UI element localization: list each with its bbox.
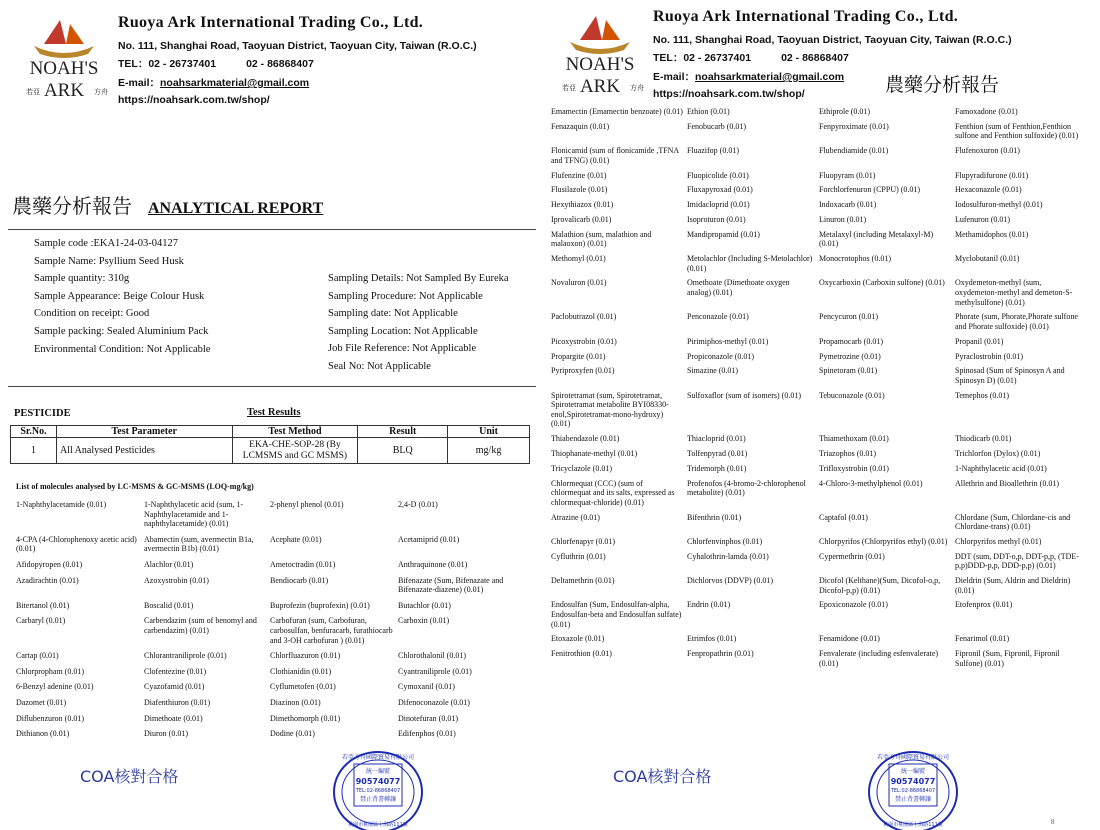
- svg-text:統一編號: 統一編號: [365, 768, 391, 775]
- molecule-item: Tridemorph (0.01): [687, 463, 747, 473]
- molecule-item: Flufenoxuron (0.01): [955, 146, 1020, 156]
- molecule-item: Chlorfenvinphos (0.01): [687, 536, 763, 546]
- molecule-row: [16, 500, 534, 529]
- molecule-item: Fipronil (Sum, Fipronil, Fipronil Sulfone) (0.01): [955, 649, 1060, 668]
- company-seal-stamp: [332, 746, 424, 830]
- molecule-item: 1-Naphthylacetamide (0.01): [16, 500, 107, 509]
- molecule-item: Pirimiphos-methyl (0.01): [687, 336, 769, 346]
- molecule-item: Spinosad (Sum of Spinosyn A and Spinosyn D) (0.01): [955, 366, 1065, 385]
- molecule-item: Diazinon (0.01): [270, 697, 321, 707]
- molecule-item: Fenobucarb (0.01): [687, 121, 747, 131]
- cell-result: BLQ: [358, 438, 448, 464]
- molecule-item: Pymetrozine (0.01): [819, 351, 881, 361]
- svg-text:ARK: ARK: [43, 80, 85, 101]
- molecule-item: Clofentezine (0.01): [144, 666, 207, 676]
- company-address: No. 111, Shanghai Road, Taoyuan District, Taoyuan City, Taiwan (R.O.C.): [653, 34, 1012, 46]
- sample-code: Sample code :EKA1-24-03-04127: [34, 238, 179, 249]
- molecule-item: Metalaxyl (including Metalaxyl-M) (0.01): [819, 229, 934, 249]
- molecule-row: [16, 682, 534, 692]
- divider-top: [8, 229, 536, 230]
- molecule-item: Captafol (0.01): [819, 512, 868, 522]
- molecule-item: Propanil (0.01): [955, 336, 1004, 346]
- molecule-item: Phorate (sum, Phorate,Phorate sulfone and Phorate sulfoxide) (0.01): [955, 312, 1078, 331]
- molecule-item: Propamocarb (0.01): [819, 336, 883, 346]
- sample-details-left: [34, 238, 210, 361]
- svg-text:統一編號: 統一編號: [900, 768, 926, 775]
- molecule-item: Simazine (0.01): [687, 366, 739, 376]
- molecule-item: Fenamidone (0.01): [819, 634, 880, 644]
- email-link[interactable]: noahsarkmaterial@gmail.com: [160, 77, 310, 89]
- molecule-item: Carbendazim (sum of benomyl and carbendazim) (0.01): [144, 616, 257, 635]
- molecule-item: Dinotefuran (0.01): [398, 713, 458, 723]
- molecule-row: [551, 537, 1091, 547]
- molecule-item: Chlorpyrifos (Chlorpyrifos ethyl) (0.01): [819, 536, 948, 546]
- molecule-item: Chlorfluazuron (0.01): [270, 651, 341, 661]
- svg-text:若亞方舟國際貿易有限公司: 若亞方舟國際貿易有限公司: [341, 754, 415, 761]
- company-header: [118, 14, 538, 106]
- molecule-item: Cyazofamid (0.01): [144, 682, 205, 692]
- molecule-item: 1-Naphthylacetic acid (sum, 1-Naphthylacetamide and 1-naphthylacetamide) (0.01): [144, 500, 244, 529]
- report-title-cn: 農藥分析報告: [885, 74, 1000, 96]
- molecule-item: Chlorantraniliprole (0.01): [144, 651, 227, 661]
- molecule-item: Cyhalothrin-lamda (0.01): [687, 551, 769, 561]
- molecule-item: Thiophanate-methyl (0.01): [551, 449, 638, 459]
- molecule-item: Atrazine (0.01): [551, 512, 600, 522]
- molecule-item: Profenofos (4-bromo-2-chlorophenol metabolite) (0.01): [687, 478, 806, 498]
- molecule-row: [551, 352, 1091, 362]
- molecule-row: [551, 464, 1091, 474]
- company-address: No. 111, Shanghai Road, Taoyuan District, Taoyuan City, Taiwan (R.O.C.): [118, 40, 477, 52]
- molecule-item: Fenvalerate (including esfenvalerate) (0.01): [819, 649, 939, 668]
- page-number: 8: [1051, 818, 1055, 826]
- molecule-item: Fenpyroximate (0.01): [819, 121, 889, 131]
- sample-details-right: [328, 273, 509, 379]
- sampling-details: Sampling Details: Not Sampled By Eureka: [328, 273, 509, 284]
- header-sr-no: Sr.No.: [11, 426, 57, 438]
- molecule-grid-page2: [551, 107, 1091, 674]
- molecule-item: 4-Chloro-3-methylphenol (0.01): [819, 478, 923, 488]
- molecule-row: [551, 185, 1091, 195]
- molecule-item: Pyriproxyfen (0.01): [551, 366, 615, 376]
- molecule-row: [551, 449, 1091, 459]
- molecule-item: Thiacloprid (0.01): [687, 434, 746, 444]
- molecule-item: Fluazifop (0.01): [687, 146, 739, 156]
- molecule-item: Oxydemeton-methyl (sum, oxydemeton-methyl and demeton-S-methylsulfone) (0.01): [955, 278, 1073, 307]
- molecule-item: Azadirachtin (0.01): [16, 575, 79, 585]
- molecule-item: Anthraquinone (0.01): [398, 559, 468, 569]
- molecule-item: Clothianidin (0.01): [270, 666, 332, 676]
- molecule-item: Dazomet (0.01): [16, 697, 67, 707]
- svg-text:若亞: 若亞: [562, 84, 576, 92]
- molecule-item: Endrin (0.01): [687, 600, 731, 610]
- molecule-item: Iodosulfuron-methyl (0.01): [955, 200, 1043, 210]
- cell-param: All Analysed Pesticides: [56, 438, 232, 464]
- sampling-procedure: Sampling Procedure: Not Applicable: [328, 290, 483, 302]
- molecule-item: DDT (sum, DDT-o,p, DDT-p,p, (TDE-p,p)DDD-p,p, DDD-p,p) (0.01): [955, 551, 1079, 571]
- molecule-item: Imidacloprid (0.01): [687, 200, 750, 210]
- company-name: Ruoya Ark International Trading Co., Ltd.: [653, 8, 959, 25]
- logo-text: NOAH'S: [29, 58, 99, 79]
- svg-text:方舟: 方舟: [94, 88, 108, 96]
- molecule-grid-page1: [16, 500, 534, 745]
- cell-method: EKA-CHE-SOP-28 (By LCMSMS and GC MSMS): [232, 438, 358, 464]
- molecule-item: 2-phenyl phenol (0.01): [270, 500, 344, 509]
- molecule-item: Omethoate (Dimethoate oxygen analog) (0.01): [687, 278, 790, 297]
- molecule-item: Thiabendazole (0.01): [551, 434, 620, 444]
- svg-text:若亞: 若亞: [26, 88, 40, 96]
- sample-quantity: Sample quantity: 310g: [34, 273, 130, 285]
- company-phone: TEL：02 - 26737401 02 - 86868407: [653, 52, 849, 64]
- svg-text:桃園市桃園區上海路111號: 桃園市桃園區上海路111號: [348, 822, 408, 828]
- molecule-item: Chlormequat (CCC) (sum of chlormequat and its salts, expressed as chlormequat-chloride) (0.01): [551, 478, 675, 507]
- molecule-item: Trifloxystrobin (0.01): [819, 463, 889, 473]
- molecule-item: Flupyradifurone (0.01): [955, 170, 1029, 180]
- molecule-item: Methamidophos (0.01): [955, 229, 1029, 239]
- molecule-row: [16, 535, 534, 554]
- sample-packing: Sample packing: Sealed Aluminium Pack: [34, 325, 209, 337]
- molecule-row: [551, 215, 1091, 225]
- molecule-item: Azoxystrobin (0.01): [144, 575, 209, 585]
- svg-text:TEL:02-86868407: TEL:02-86868407: [355, 788, 401, 794]
- molecule-item: Iprovalicarb (0.01): [551, 214, 612, 224]
- coa-verified-label: COA核對合格: [80, 767, 179, 786]
- molecule-item: Dimethomorph (0.01): [270, 713, 341, 723]
- molecule-item: Carbofuran (sum, Carbofuran, carbosulfan, benfuracarb, furathiocarb and 3-OH carbofuran ) (0.01): [270, 616, 393, 645]
- molecule-item: Dicofol (Kelthane)(Sum, Dicofol-o,p, Dicofol-p,p) (0.01): [819, 576, 941, 595]
- molecule-item: 4-CPA (4-Chlorophenoxy acetic acid) (0.01): [16, 534, 137, 554]
- molecule-item: Diflubenzuron (0.01): [16, 713, 84, 723]
- molecule-item: Bifenthrin (0.01): [687, 512, 742, 522]
- molecule-item: Emamectin (Emamectin benzoate) (0.01): [551, 107, 683, 116]
- molecule-item: Bendiocarb (0.01): [270, 575, 329, 585]
- molecule-item: Dodine (0.01): [270, 729, 315, 739]
- molecule-item: Forchlorfenuron (CPPU) (0.01): [819, 185, 921, 195]
- molecule-item: Triazophos (0.01): [819, 449, 877, 459]
- molecule-item: Myclobutanil (0.01): [955, 254, 1020, 264]
- molecule-item: Ametoctradin (0.01): [270, 559, 336, 569]
- molecule-item: Fenazaquin (0.01): [551, 121, 610, 131]
- molecule-item: Diuron (0.01): [144, 729, 188, 739]
- sampling-location: Sampling Location: Not Applicable: [328, 325, 478, 337]
- company-seal-stamp: [867, 746, 959, 830]
- molecule-item: Oxycarboxin (Carboxin sulfone) (0.01): [819, 278, 945, 288]
- noahs-ark-logo: [550, 6, 650, 101]
- molecule-item: Methomyl (0.01): [551, 254, 606, 264]
- cell-sr: 1: [11, 438, 57, 464]
- molecule-row: [16, 698, 534, 708]
- noahs-ark-logo: [14, 10, 114, 105]
- test-results-heading: Test Results: [247, 407, 301, 418]
- molecule-item: Monocrotophos (0.01): [819, 254, 891, 264]
- report-page-1: [0, 0, 540, 830]
- molecule-item: Linuron (0.01): [819, 214, 867, 224]
- molecule-item: Novaluron (0.01): [551, 278, 607, 288]
- company-website[interactable]: https://noahsark.com.tw/shop/: [118, 94, 270, 106]
- molecule-item: Mandipropamid (0.01): [687, 229, 760, 239]
- molecule-item: Malathion (sum, malathion and malaoxon) (0.01): [551, 229, 652, 249]
- molecule-row: [551, 634, 1091, 644]
- svg-text:90574077: 90574077: [890, 777, 936, 786]
- divider-middle: [8, 386, 536, 387]
- molecule-item: Flusilazole (0.01): [551, 185, 608, 195]
- molecule-list-heading: List of molecules analysed by LC-MSMS & GC-MSMS (LOQ-mg/kg): [16, 482, 254, 491]
- sampling-date: Sampling date: Not Applicable: [328, 308, 458, 320]
- molecule-item: Difenoconazole (0.01): [398, 697, 470, 707]
- molecule-row: [551, 479, 1091, 508]
- company-website[interactable]: https://noahsark.com.tw/shop/: [653, 88, 805, 100]
- molecule-item: Chlorfenapyr (0.01): [551, 536, 615, 546]
- svg-text:90574077: 90574077: [355, 777, 401, 786]
- report-title-cn: 農藥分析報告: [12, 194, 132, 218]
- svg-text:NOAH'S: NOAH'S: [565, 54, 635, 75]
- svg-text:禁止背書轉讓: 禁止背書轉讓: [894, 796, 932, 803]
- molecule-item: Propiconazole (0.01): [687, 351, 755, 361]
- molecule-item: Endosulfan (Sum, Endosulfan-alpha, Endosulfan-beta and Endosulfan sulfate) (0.01): [551, 600, 682, 629]
- molecule-item: Carboxin (0.01): [398, 616, 450, 626]
- molecule-item: Chlordane (Sum, Chlordane-cis and Chlordane-trans) (0.01): [955, 512, 1071, 532]
- molecule-row: [551, 107, 1091, 117]
- sample-name: Sample Name: Psyllium Seed Husk: [34, 255, 184, 267]
- molecule-item: Fenarimol (0.01): [955, 634, 1010, 644]
- molecule-item: Spinetoram (0.01): [819, 366, 878, 376]
- molecule-item: Bifenazate (Sum, Bifenazate and Bifenazate-diazene) (0.01): [398, 575, 504, 595]
- molecule-item: Etoxazole (0.01): [551, 634, 605, 644]
- molecule-item: Cyflumetofen (0.01): [270, 682, 336, 692]
- molecule-item: Ethion (0.01): [687, 107, 730, 116]
- header-result: Result: [358, 426, 448, 438]
- molecule-item: Cymoxanil (0.01): [398, 682, 455, 692]
- molecule-item: Pencycuron (0.01): [819, 312, 879, 322]
- molecule-item: Carbaryl (0.01): [16, 616, 66, 626]
- molecule-item: Tricyclazole (0.01): [551, 463, 613, 473]
- molecule-item: Cyfluthrin (0.01): [551, 551, 606, 561]
- molecule-item: Acetamiprid (0.01): [398, 534, 460, 544]
- molecule-item: Ethiprole (0.01): [819, 107, 871, 116]
- molecule-row: [16, 667, 534, 677]
- company-email: E-mail：noahsarkmaterial@gmail.com: [653, 71, 845, 83]
- molecule-item: Hexaconazole (0.01): [955, 185, 1022, 195]
- molecule-item: Diafenthiuron (0.01): [144, 697, 211, 707]
- company-name: Ruoya Ark International Trading Co., Ltd.: [118, 14, 424, 31]
- molecule-item: Penconazole (0.01): [687, 312, 749, 322]
- results-table: [10, 425, 530, 464]
- molecule-row: [551, 600, 1091, 629]
- molecule-item: Chlorpyrifos methyl (0.01): [955, 536, 1042, 546]
- molecule-item: Fenthion (sum of Fenthion,Fenthion sulfone and Fenthion sulfoxide) (0.01): [955, 121, 1079, 141]
- molecule-item: Etofenprox (0.01): [955, 600, 1013, 610]
- molecule-row: [16, 601, 534, 611]
- molecule-item: Epoxiconazole (0.01): [819, 600, 888, 610]
- molecule-item: Boscalid (0.01): [144, 600, 194, 610]
- cell-unit: mg/kg: [448, 438, 530, 464]
- svg-text:方舟: 方舟: [630, 84, 644, 92]
- molecule-item: Etrimfos (0.01): [687, 634, 737, 644]
- molecule-item: Dimethoate (0.01): [144, 713, 203, 723]
- molecule-row: [16, 729, 534, 739]
- molecule-item: 6-Benzyl adenine (0.01): [16, 682, 94, 692]
- header-test-method: Test Method: [232, 426, 358, 438]
- molecule-item: Tebuconazole (0.01): [819, 390, 885, 400]
- molecule-item: Afidopyropen (0.01): [16, 559, 83, 569]
- header-test-parameter: Test Parameter: [56, 426, 232, 438]
- svg-text:桃園市桃園區上海路111號: 桃園市桃園區上海路111號: [883, 822, 943, 828]
- molecule-item: Sulfoxaflor (sum of isomers) (0.01): [687, 390, 801, 400]
- svg-text:若亞方舟國際貿易有限公司: 若亞方舟國際貿易有限公司: [876, 754, 950, 761]
- molecule-row: [551, 576, 1091, 595]
- molecule-item: Buprofezin (buprofexin) (0.01): [270, 600, 370, 610]
- molecule-item: Deltamethrin (0.01): [551, 576, 615, 586]
- header-unit: Unit: [448, 426, 530, 438]
- molecule-item: 1-Naphthylacetic acid (0.01): [955, 463, 1047, 473]
- condition-on-receipt: Condition on receipt: Good: [34, 308, 150, 320]
- molecule-item: Edifenphos (0.01): [398, 729, 456, 739]
- molecule-item: Metolachlor (Including S-Metolachlor) (0.01): [687, 254, 813, 273]
- svg-text:ARK: ARK: [579, 76, 621, 97]
- molecule-row: [551, 278, 1091, 307]
- molecule-item: Cyantraniliprole (0.01): [398, 666, 472, 676]
- molecule-item: Cypermethrin (0.01): [819, 551, 885, 561]
- molecule-item: Tolfenpyrad (0.01): [687, 449, 748, 459]
- molecule-row: [551, 513, 1091, 532]
- molecule-item: Fluxapyroxad (0.01): [687, 185, 753, 195]
- molecule-item: Hexythiazox (0.01): [551, 200, 614, 210]
- molecule-row: [16, 714, 534, 724]
- svg-text:禁止背書轉讓: 禁止背書轉讓: [359, 796, 397, 803]
- molecule-item: Flufenzine (0.01): [551, 170, 607, 180]
- results-table-header: [11, 426, 530, 438]
- molecule-item: Butachlor (0.01): [398, 600, 451, 610]
- molecule-item: Abamectin (sum, avermectin B1a, avermectin B1b) (0.01): [144, 534, 254, 554]
- molecule-row: [551, 171, 1091, 181]
- molecule-item: Spirotetramat (sum, Spirotetramat, Spirotetramat metabolite BYI08330-enol,Spirotetramat-mono-hydroxy) (0.01): [551, 390, 669, 429]
- seal-no: Seal No: Not Applicable: [328, 360, 431, 372]
- molecule-item: Thiodicarb (0.01): [955, 434, 1012, 444]
- molecule-row: [551, 200, 1091, 210]
- molecule-row: [551, 337, 1091, 347]
- molecule-item: Temephos (0.01): [955, 390, 1010, 400]
- sample-appearance: Sample Appearance: Beige Colour Husk: [34, 290, 205, 302]
- molecule-item: Trichlorfon (Dylox) (0.01): [955, 449, 1041, 459]
- molecule-row: [551, 122, 1091, 141]
- email-link[interactable]: noahsarkmaterial@gmail.com: [695, 71, 845, 83]
- molecule-item: Bitertanol (0.01): [16, 600, 70, 610]
- molecule-item: Chlorpropham (0.01): [16, 666, 84, 676]
- molecule-row: [551, 312, 1091, 331]
- molecule-row: [551, 146, 1091, 165]
- molecule-row: [16, 576, 534, 595]
- molecule-row: [16, 560, 534, 570]
- molecule-row: [16, 651, 534, 661]
- environmental-condition: Environmental Condition: Not Applicable: [34, 343, 211, 355]
- molecule-item: Dithianon (0.01): [16, 729, 70, 739]
- pesticide-heading: PESTICIDE: [14, 408, 71, 419]
- report-title-en: ANALYTICAL REPORT: [148, 200, 324, 217]
- molecule-item: 2,4-D (0.01): [398, 500, 438, 509]
- job-file-reference: Job File Reference: Not Applicable: [328, 343, 477, 355]
- molecule-item: Flonicamid (sum of flonicamide ,TFNA and TFNG) (0.01): [551, 146, 679, 165]
- molecule-item: Paclobutrazol (0.01): [551, 312, 617, 322]
- company-header: [653, 8, 1093, 100]
- molecule-item: Indoxacarb (0.01): [819, 200, 877, 210]
- molecule-item: Dichlorvos (DDVP) (0.01): [687, 576, 773, 586]
- molecule-item: Acephate (0.01): [270, 534, 322, 544]
- molecule-item: Allethrin and Bioallethrin (0.01): [955, 478, 1059, 488]
- molecule-row: [551, 434, 1091, 444]
- molecule-row: [551, 649, 1091, 668]
- molecule-item: Fenpropathrin (0.01): [687, 649, 754, 659]
- molecule-item: Thiamethoxam (0.01): [819, 434, 889, 444]
- molecule-item: Chlorothalonil (0.01): [398, 651, 466, 661]
- report-title: [12, 190, 323, 219]
- molecule-item: Pyraclostrobin (0.01): [955, 351, 1023, 361]
- molecule-row: [16, 616, 534, 645]
- molecule-item: Famoxadone (0.01): [955, 107, 1018, 116]
- molecule-item: Alachlor (0.01): [144, 559, 194, 569]
- molecule-item: Propargite (0.01): [551, 351, 606, 361]
- molecule-row: [551, 552, 1091, 571]
- company-phone: TEL：02 - 26737401 02 - 86868407: [118, 58, 314, 70]
- molecule-item: Lufenuron (0.01): [955, 214, 1011, 224]
- svg-text:TEL:02-86868407: TEL:02-86868407: [890, 788, 936, 794]
- molecule-row: [551, 391, 1091, 429]
- molecule-item: Fluopyram (0.01): [819, 170, 876, 180]
- molecule-item: Dieldrin (Sum, Aldrin and Dieldrin) (0.01): [955, 576, 1071, 595]
- molecule-row: [551, 254, 1091, 273]
- molecule-item: Flubendiamide (0.01): [819, 146, 889, 156]
- company-email: E-mail：noahsarkmaterial@gmail.com: [118, 77, 310, 89]
- molecule-item: Fluopicolide (0.01): [687, 170, 749, 180]
- report-page-2: [545, 0, 1100, 830]
- molecule-item: Isoproturon (0.01): [687, 214, 746, 224]
- molecule-item: Picoxystrobin (0.01): [551, 336, 617, 346]
- molecule-row: [551, 366, 1091, 385]
- molecule-item: Fenitrothion (0.01): [551, 649, 612, 659]
- molecule-row: [551, 230, 1091, 249]
- coa-verified-label: COA核對合格: [613, 767, 712, 786]
- table-row: [11, 438, 530, 464]
- molecule-item: Cartap (0.01): [16, 651, 59, 661]
